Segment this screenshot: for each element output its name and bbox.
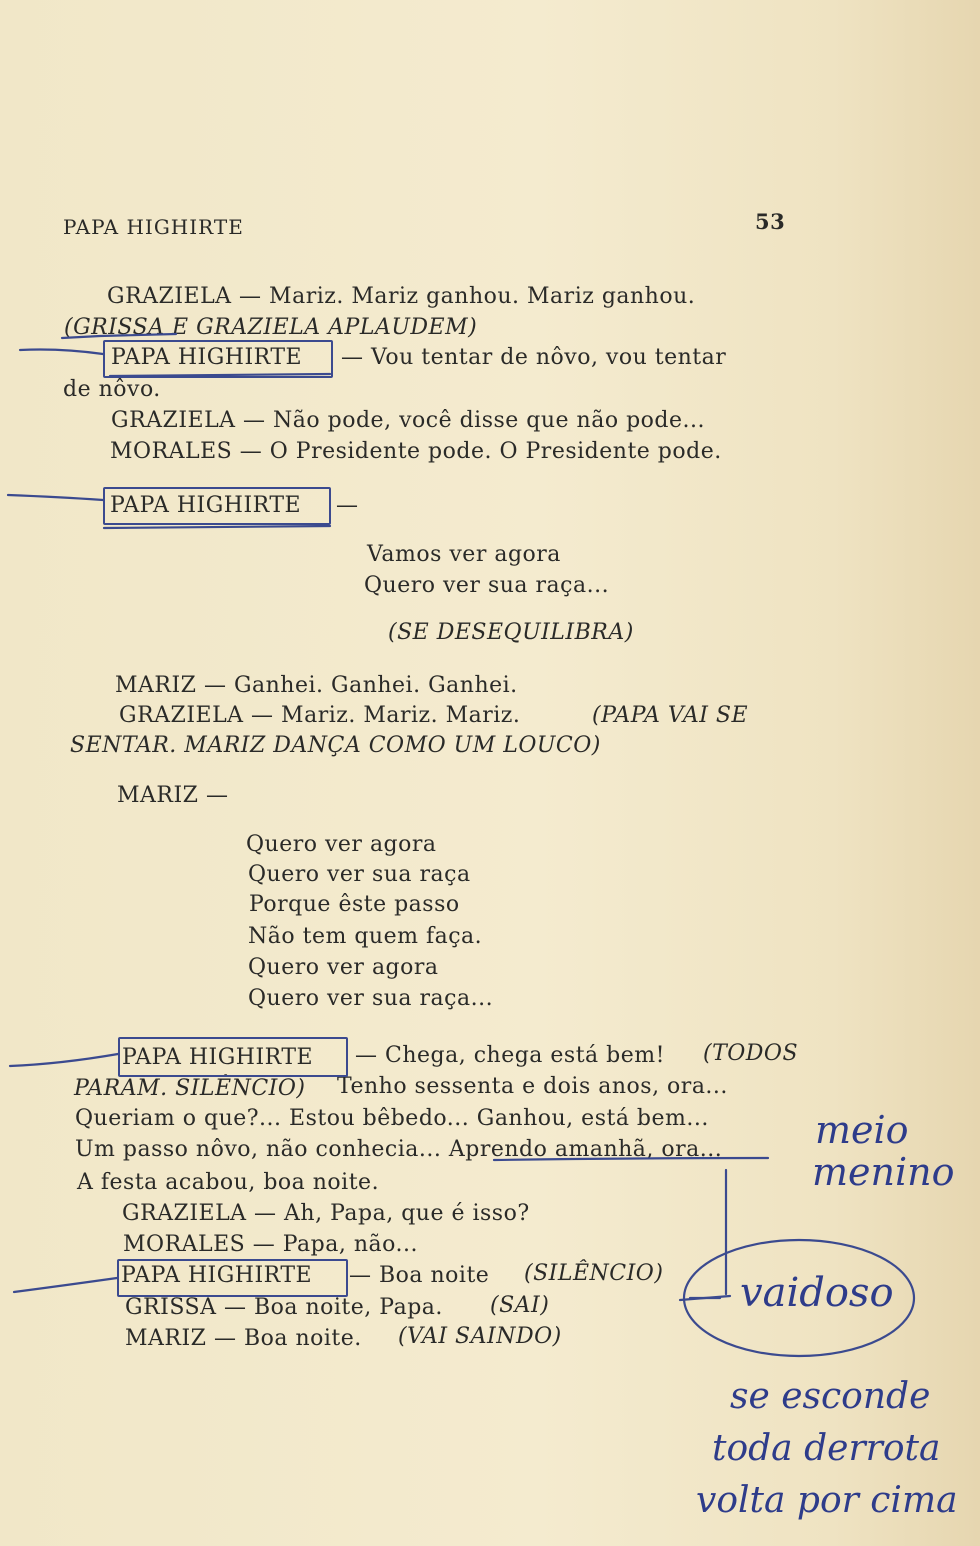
stage-direction: (PAPA VAI SE (592, 703, 749, 728)
dialogue-line: GRAZIELA — Ah, Papa, que é isso? (122, 1201, 530, 1226)
dialogue-line: Um passo nôvo, não conhecia... Aprendo amanhã, ora... (75, 1137, 723, 1162)
dialogue-line: MARIZ — Ganhei. Ganhei. Ganhei. (115, 673, 518, 698)
stage-direction: SENTAR. MARIZ DANÇA COMO UM LOUCO) (70, 733, 601, 758)
dialogue-line: A festa acabou, boa noite. (77, 1170, 380, 1195)
ink-box (118, 1037, 348, 1077)
dialogue-line: GRAZIELA — Mariz. Mariz ganhou. Mariz ganhou. (107, 284, 696, 309)
dialogue-line: GRISSA — Boa noite, Papa. (125, 1295, 443, 1320)
dialogue-line: MORALES — Papa, não... (123, 1232, 418, 1257)
dialogue-line: — Vou tentar de nôvo, vou tentar (341, 345, 727, 370)
page-number: 53 (755, 209, 786, 234)
dialogue-line: Tenho sessenta e dois anos, ora... (337, 1074, 728, 1099)
speaker-name: MARIZ — (117, 783, 229, 808)
stage-direction: (VAI SAINDO) (398, 1324, 562, 1349)
dialogue-line: Queriam o que?... Estou bêbedo... Ganhou, está bem... (75, 1106, 709, 1131)
dialogue-line: MORALES — O Presidente pode. O Presidente pode. (110, 439, 722, 464)
stage-direction: (SILÊNCIO) (524, 1261, 664, 1286)
verse-line: Quero ver agora (248, 955, 439, 980)
ink-box (117, 1259, 348, 1297)
stage-direction: PARAM. SILÊNCIO) (74, 1076, 306, 1101)
ink-box (103, 340, 333, 378)
dialogue-line: MARIZ — Boa noite. (125, 1326, 362, 1351)
verse-line: Quero ver sua raça (248, 862, 471, 887)
verse-line: Quero ver sua raça... (364, 573, 610, 598)
verse-line: Quero ver agora (246, 832, 437, 857)
dialogue-line: GRAZIELA — Mariz. Mariz. Mariz. (119, 703, 521, 728)
stage-direction: (SAI) (490, 1293, 550, 1318)
stage-direction: (SE DESEQUILIBRA) (388, 620, 634, 645)
handwritten-note: toda derrota (712, 1428, 941, 1469)
verse-line: Porque êste passo (249, 892, 460, 917)
verse-line: Não tem quem faça. (248, 924, 483, 949)
stage-direction: (GRISSA E GRAZIELA APLAUDEM) (64, 315, 478, 340)
speaker-name: PAPA HIGHIRTE (111, 345, 303, 370)
speaker-name: PAPA HIGHIRTE (110, 493, 302, 518)
handwritten-note: meio (815, 1108, 909, 1152)
speaker-name: PAPA HIGHIRTE (122, 1045, 314, 1070)
dialogue-line: — Boa noite (349, 1263, 490, 1288)
dialogue-line: de nôvo. (63, 377, 161, 402)
ink-box (103, 487, 331, 525)
dialogue-line: — (336, 493, 359, 518)
handwritten-note: vaidoso (740, 1270, 894, 1316)
handwritten-note: volta por cima (696, 1480, 958, 1521)
running-title: PAPA HIGHIRTE (63, 215, 244, 239)
verse-line: Quero ver sua raça... (248, 986, 494, 1011)
dialogue-line: GRAZIELA — Não pode, você disse que não pode... (111, 408, 705, 433)
dialogue-line: — Chega, chega está bem! (355, 1043, 665, 1068)
handwritten-note: menino (812, 1150, 955, 1194)
verse-line: Vamos ver agora (367, 542, 561, 567)
speaker-name: PAPA HIGHIRTE (121, 1263, 313, 1288)
handwritten-note: se esconde (730, 1376, 931, 1417)
stage-direction: (TODOS (703, 1041, 799, 1066)
